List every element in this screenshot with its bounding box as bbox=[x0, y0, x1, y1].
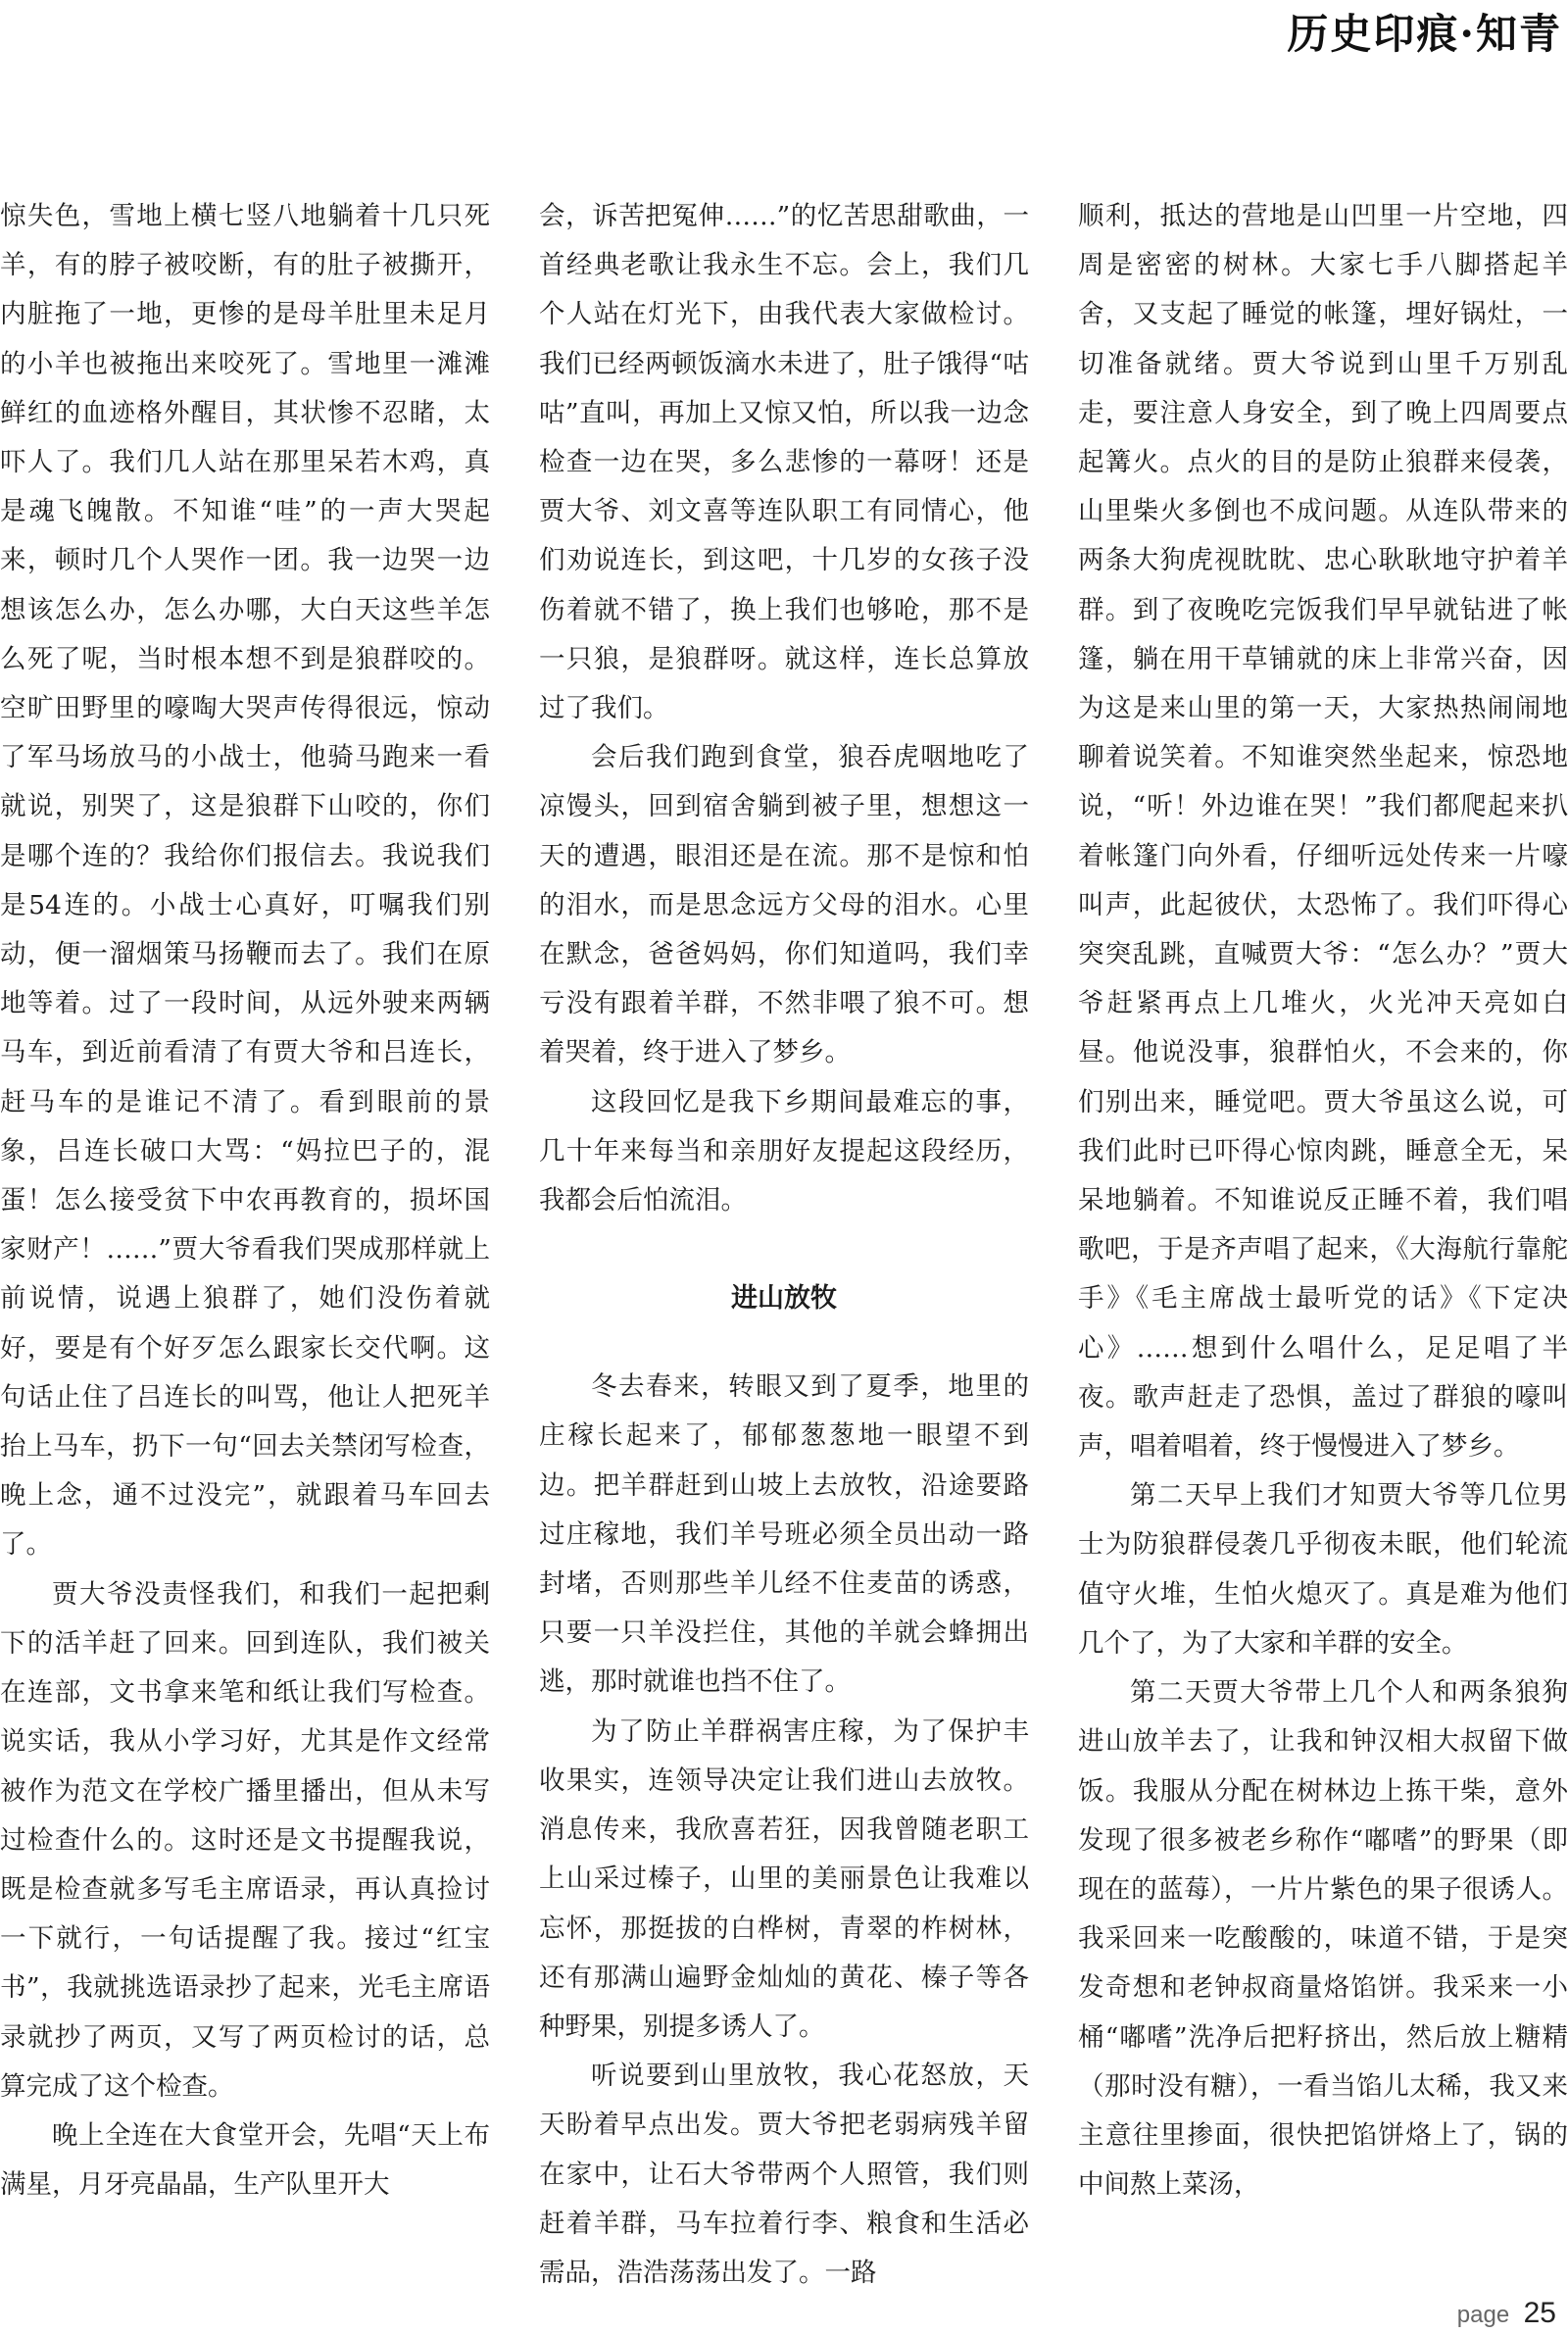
paragraph: 第二天贾大爷带上几个人和两条狼狗进山放羊去了，让我和钟汉相大叔留下做饭。我服从分配在树林边上拣干柴，意外发现了很多被老乡称作“嘟嗜”的野果（即现在的蓝莓），一片片紫色的果子很诱人。我采回来一吃酸酸的，味道不错，于是突发奇想和老钟叔商量烙馅饼。我采来一小桶“嘟嗜”洗净后把籽挤出，然后放上糖精（那时没有糖），一看当馅儿太稀，我又来主意往里掺面，很快把馅饼烙上了，锅的中间熬上菜汤， bbox=[1078, 1677, 1568, 2201]
page-label: page bbox=[1456, 2302, 1510, 2328]
text-column-right bbox=[1078, 192, 1568, 2210]
paragraph: 会后我们跑到食堂，狼吞虎咽地吃了凉馒头，回到宿舍躺到被子里，想想这一天的遭遇，眼泪还是在流。那不是惊和怕的泪水，而是思念远方父母的泪水。心里在默念，爸爸妈妈，你们知道吗，我们幸亏没有跟着羊群，不然非喂了狼不可。想着哭着，终于进入了梦乡。 bbox=[539, 742, 1029, 1068]
subheading: 进山放牧 bbox=[731, 1283, 837, 1315]
text-column-left bbox=[0, 192, 490, 2210]
paragraph: 晚上全连在大食堂开会，先唱“天上布满星，月牙亮晶晶，生产队里开大 bbox=[0, 2119, 490, 2201]
paragraph: 冬去春来，转眼又到了夏季，地里的庄稼长起来了，郁郁葱葱地一眼望不到边。把羊群赶到山坡上去放牧，沿途要路过庄稼地，我们羊号班必须全员出动一路封堵，否则那些羊儿经不住麦苗的诱惑，只要一只羊没拦住，其他的羊就会蜂拥出逃，那时就谁也挡不住了。 bbox=[539, 1371, 1029, 1698]
paragraph: 听说要到山里放牧，我心花怒放，天天盼着早点出发。贾大爷把老弱病残羊留在家中，让石大爷带两个人照管，我们则赶着羊群，马车拉着行李、粮食和生活必需品，浩浩荡荡出发了。一路 bbox=[539, 2061, 1029, 2288]
paragraph: 会，诉苦把冤伸……”的忆苦思甜歌曲，一首经典老歌让我永生不忘。会上，我们几个人站在灯光下，由我代表大家做检讨。我们已经两顿饭滴水未进了，肚子饿得“咕咕”直叫，再加上又惊又怕，所以我一边念检查一边在哭，多么悲惨的一幕呀！还是贾大爷、刘文喜等连队职工有同情心，他们劝说连长，到这吧，十几岁的女孩子没伤着就不错了，换上我们也够呛，那不是一只狼，是狼群呀。就这样，连长总算放过了我们。 bbox=[539, 201, 1029, 724]
paragraph: 为了防止羊群祸害庄稼，为了保护丰收果实，连领导决定让我们进山去放牧。消息传来，我欣喜若狂，因我曾随老职工上山采过榛子，山里的美丽景色让我难以忘怀，那挺拔的白桦树，青翠的柞树林，还有那满山遍野金灿灿的黄花、榛子等各种野果，别提多诱人了。 bbox=[539, 1715, 1029, 2042]
paragraph: 第二天早上我们才知贾大爷等几位男士为防狼群侵袭几乎彻夜未眠，他们轮流值守火堆，生怕火熄灭了。真是难为他们几个了，为了大家和羊群的安全。 bbox=[1078, 1480, 1568, 1659]
section-title: 历史印痕·知青 bbox=[1287, 10, 1562, 58]
paragraph: 顺利，抵达的营地是山凹里一片空地，四周是密密的树林。大家七手八脚搭起羊舍，又支起了睡觉的帐篷，埋好锅灶，一切准备就绪。贾大爷说到山里千万别乱走，要注意人身安全，到了晚上四周要点起篝火。点火的目的是防止狼群来侵袭，山里柴火多倒也不成问题。从连队带来的两条大狗虎视眈眈、忠心耿耿地守护着羊群。到了夜晚吃完饭我们早早就钻进了帐篷，躺在用干草铺就的床上非常兴奋，因为这是来山里的第一天，大家热热闹闹地聊着说笑着。不知谁突然坐起来，惊恐地说，“听！外边谁在哭！”我们都爬起来扒着帐篷门向外看，仔细听远处传来一片嚎叫声，此起彼伏，太恐怖了。我们吓得心突突乱跳，直喊贾大爷：“怎么办？”贾大爷赶紧再点上几堆火，火光冲天亮如白昼。他说没事，狼群怕火，不会来的，你们别出来，睡觉吧。贾大爷虽这么说，可我们此时已吓得心惊肉跳，睡意全无，呆呆地躺着。不知谁说反正睡不着，我们唱歌吧，于是齐声唱了起来，《大海航行靠舵手》《毛主席战士最听党的话》《下定决心》……想到什么唱什么，足足唱了半夜。歌声赶走了恐惧，盖过了群狼的嚎叫声，唱着唱着，终于慢慢进入了梦乡。 bbox=[1078, 201, 1568, 1463]
text-column-middle bbox=[539, 192, 1029, 2298]
page-footer bbox=[1457, 2297, 1556, 2330]
page-number: 25 bbox=[1523, 2297, 1556, 2329]
paragraph: 贾大爷没责怪我们，和我们一起把剩下的活羊赶了回来。回到连队，我们被关在连部，文书拿来笔和纸让我们写检查。说实话，我从小学习好，尤其是作文经常被作为范文在学校广播里播出，但从未写过检查什么的。这时还是文书提醒我说，既是检查就多写毛主席语录，再认真捡讨一下就行，一句话提醒了我。接过“红宝书”，我就挑选语录抄了起来，光毛主席语录就抄了两页，又写了两页检讨的话，总算完成了这个检查。 bbox=[0, 1578, 490, 2102]
paragraph: 惊失色，雪地上横七竖八地躺着十几只死羊，有的脖子被咬断，有的肚子被撕开，内脏拖了一地，更惨的是母羊肚里未足月的小羊也被拖出来咬死了。雪地里一滩滩鲜红的血迹格外醒目，其状惨不忍睹，太吓人了。我们几人站在那里呆若木鸡，真是魂飞魄散。不知谁“哇”的一声大哭起来，顿时几个人哭作一团。我一边哭一边想该怎么办，怎么办哪，大白天这些羊怎么死了呢，当时根本想不到是狼群咬的。空旷田野里的嚎啕大哭声传得很远，惊动了军马场放马的小战士，他骑马跑来一看就说，别哭了，这是狼群下山咬的，你们是哪个连的？我给你们报信去。我说我们是54连的。小战士心真好，叮嘱我们别动，便一溜烟策马扬鞭而去了。我们在原地等着。过了一段时间，从远外驶来两辆马车，到近前看清了有贾大爷和吕连长，赶马车的是谁记不清了。看到眼前的景象，吕连长破口大骂：“妈拉巴子的，混蛋！怎么接受贫下中农再教育的，损坏国家财产！……”贾大爷看我们哭成那样就上前说情，说遇上狼群了，她们没伤着就好，要是有个好歹怎么跟家长交代啊。这句话止住了吕连长的叫骂，他让人把死羊抬上马车，扔下一句“回去关禁闭写检查，晚上念，通不过没完”，就跟着马车回去了。 bbox=[0, 201, 490, 1561]
paragraph: 这段回忆是我下乡期间最难忘的事，几十年来每当和亲朋好友提起这段经历，我都会后怕流泪。 bbox=[539, 1086, 1029, 1217]
